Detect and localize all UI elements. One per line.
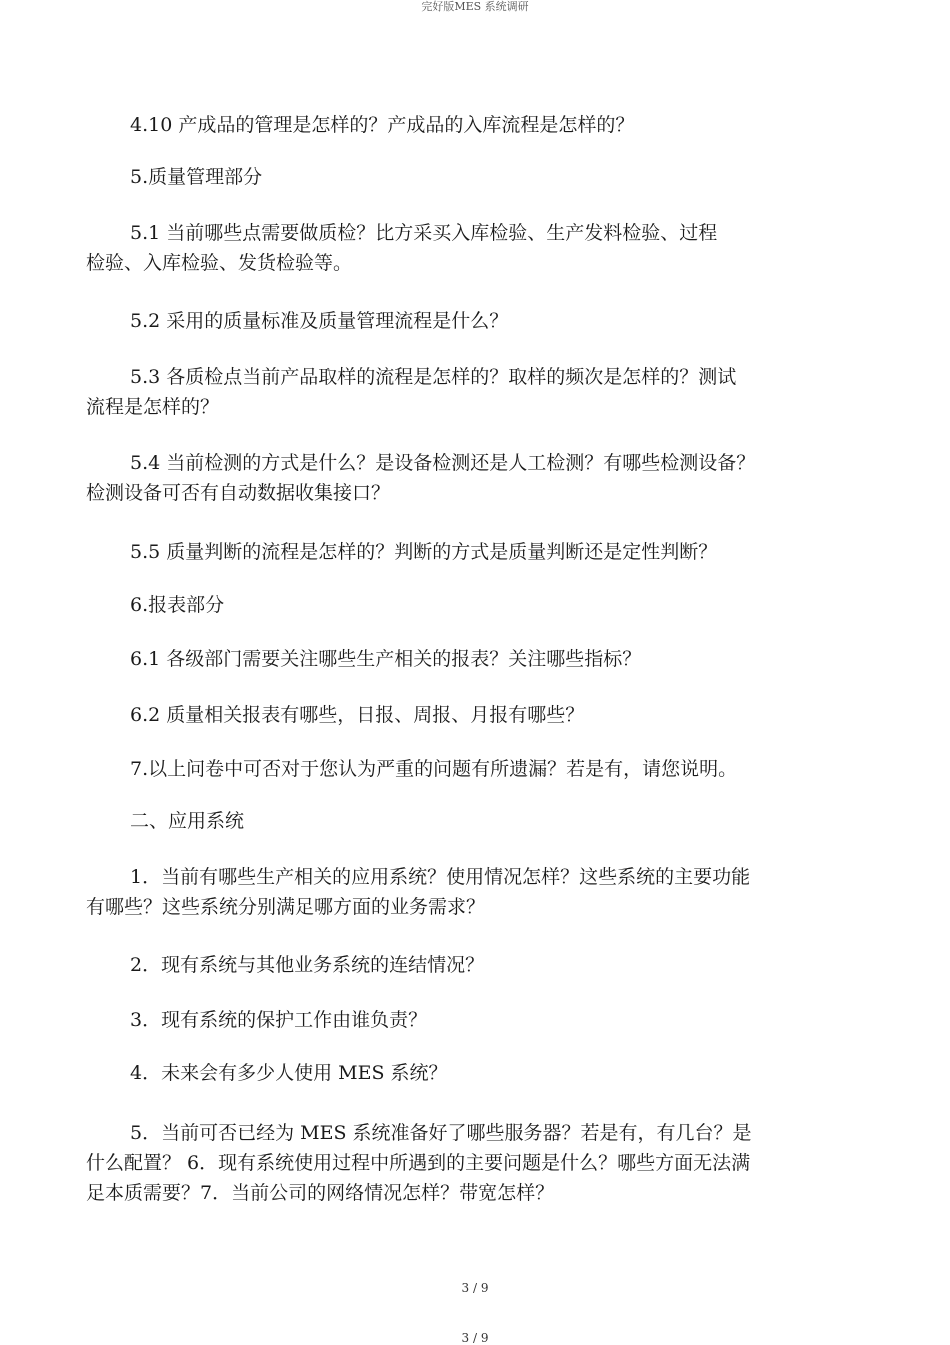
page-number: 3 / 9	[461, 1281, 489, 1295]
paragraph-line: 有哪些？这些系统分别满足哪方面的业务需求？	[86, 896, 486, 918]
paragraph	[86, 806, 866, 836]
paragraph	[86, 700, 866, 730]
paragraph-line: 5.5 质量判断的流程是怎样的？判断的方式是质量判断还是定性判断？	[130, 541, 718, 563]
paragraph	[86, 1005, 866, 1035]
paragraph	[86, 754, 866, 784]
paragraph	[86, 590, 866, 620]
paragraph-line: 6.报表部分	[130, 594, 225, 616]
page-number-footer: 3 / 9	[461, 1331, 489, 1345]
paragraph-line: 检测设备可否有自动数据收集接口？	[86, 482, 391, 504]
paragraph-line: 检验、入库检验、发货检验等。	[86, 252, 353, 274]
paragraph	[86, 218, 866, 278]
paragraph-line: 4.10 产成品的管理是怎样的？产成品的入库流程是怎样的？	[130, 114, 635, 136]
paragraph	[86, 950, 866, 980]
paragraph-line: 2．现有系统与其他业务系统的连结情况？	[130, 954, 485, 976]
paragraph-line: 5.2 采用的质量标准及质量管理流程是什么？	[130, 310, 509, 332]
paragraph-line: 5.3 各质检点当前产品取样的流程是怎样的？取样的频次是怎样的？测试	[130, 366, 737, 388]
paragraph-line: 5.1 当前哪些点需要做质检？比方采买入库检验、生产发料检验、过程	[130, 222, 718, 244]
paragraph-line: 二、应用系统	[130, 810, 245, 832]
paragraph	[86, 862, 866, 922]
paragraph-line: 足本质需要？7．当前公司的网络情况怎样？带宽怎样？	[86, 1182, 555, 1204]
paragraph	[86, 1058, 866, 1088]
paragraph-line: 6.1 各级部门需要关注哪些生产相关的报表？关注哪些指标？	[130, 648, 642, 670]
paragraph	[86, 110, 866, 140]
paragraph	[86, 537, 866, 567]
paragraph-line: 5．当前可否已经为 MES 系统准备好了哪些服务器？若是有，有几台？是	[130, 1122, 752, 1144]
paragraph-line: 什么配置？ 6．现有系统使用过程中所遇到的主要问题是什么？哪些方面无法满	[86, 1152, 751, 1174]
paragraph-line: 3．现有系统的保护工作由谁负责？	[130, 1009, 428, 1031]
paragraph-line: 流程是怎样的？	[86, 396, 220, 418]
paragraph	[86, 448, 866, 508]
paragraph-line: 5.4 当前检测的方式是什么？是设备检测还是人工检测？有哪些检测设备？	[130, 452, 756, 474]
paragraph	[86, 644, 866, 674]
paragraph-line: 4．未来会有多少人使用 MES 系统？	[130, 1062, 448, 1084]
paragraph	[86, 1118, 866, 1208]
paragraph	[86, 162, 866, 192]
paragraph-line: 7.以上问卷中可否对于您认为严重的问题有所遗漏？若是有，请您说明。	[130, 758, 738, 780]
page-header: 完好版MES 系统调研	[421, 0, 529, 13]
paragraph-line: 6.2 质量相关报表有哪些，日报、周报、月报有哪些？	[130, 704, 585, 726]
paragraph-line: 5.质量管理部分	[130, 166, 263, 188]
paragraph	[86, 362, 866, 422]
paragraph	[86, 306, 866, 336]
paragraph-line: 1．当前有哪些生产相关的应用系统？使用情况怎样？这些系统的主要功能	[130, 866, 751, 888]
